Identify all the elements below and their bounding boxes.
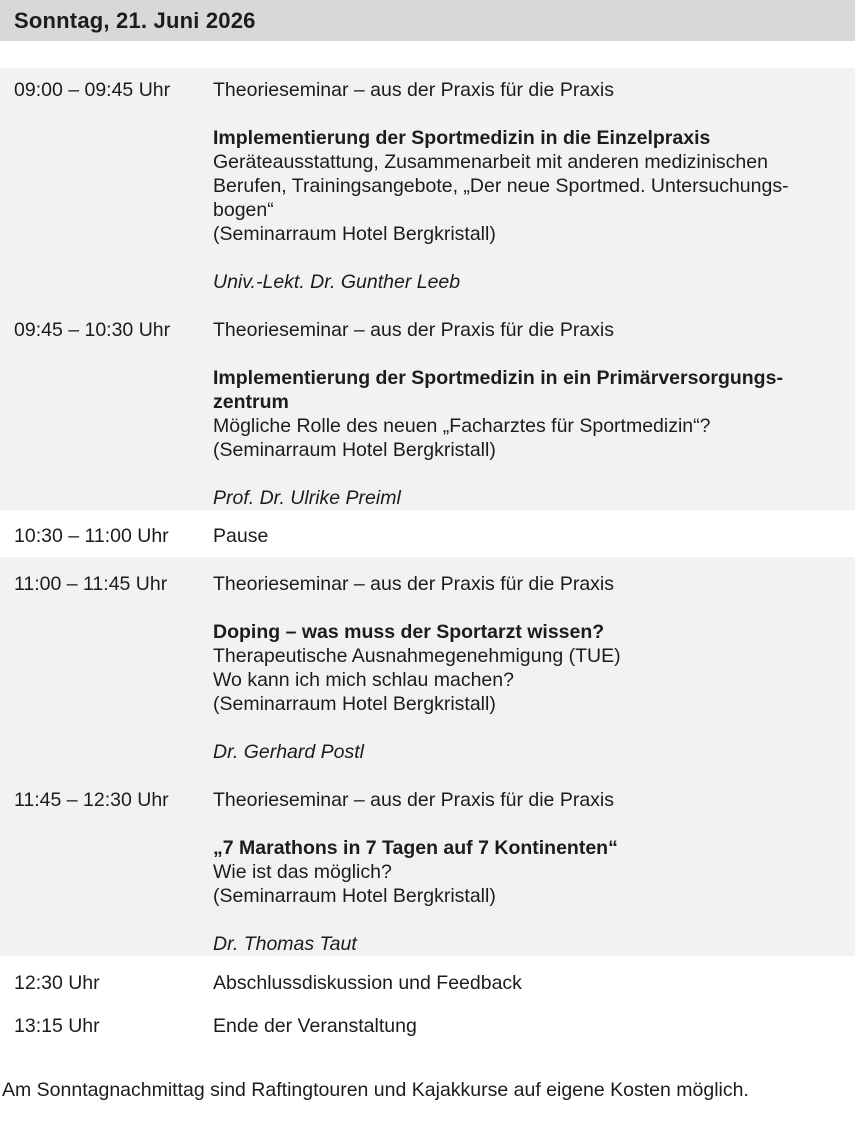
entry-content	[213, 524, 855, 548]
entry-content	[213, 788, 855, 956]
schedule-entry-1230	[0, 971, 855, 995]
schedule-entry-pause	[0, 524, 855, 548]
session-description: bogen“	[213, 199, 274, 221]
session-title: Implementierung der Sportmedizin in die Einzelpraxis	[213, 127, 711, 149]
session-description: Berufen, Trainingsangebote, „Der neue Sportmed. Untersuchungs-	[213, 175, 789, 197]
entry-content	[213, 1014, 855, 1038]
session-speaker: Dr. Thomas Taut	[213, 933, 357, 955]
session-category: Theorieseminar – aus der Praxis für die Praxis	[213, 789, 614, 811]
session-description: Wo kann ich mich schlau machen?	[213, 669, 514, 691]
entry-content	[213, 971, 855, 995]
session-description: Therapeutische Ausnahmegenehmigung (TUE)	[213, 645, 621, 667]
schedule-entry-1315	[0, 1014, 855, 1038]
session-category: Theorieseminar – aus der Praxis für die Praxis	[213, 573, 614, 595]
session-venue: (Seminarraum Hotel Bergkristall)	[213, 439, 496, 461]
schedule-entry-0945	[0, 318, 855, 510]
time-label: 11:45 – 12:30 Uhr	[14, 789, 169, 811]
entry-content	[213, 78, 855, 294]
session-venue: (Seminarraum Hotel Bergkristall)	[213, 223, 496, 245]
session-title: Doping – was muss der Sportarzt wissen?	[213, 621, 605, 643]
time-label: 10:30 – 11:00 Uhr	[14, 525, 169, 547]
session-category: Theorieseminar – aus der Praxis für die Praxis	[213, 79, 614, 101]
schedule-block-late-morning	[0, 557, 855, 956]
session-venue: (Seminarraum Hotel Bergkristall)	[213, 693, 496, 715]
session-description: Mögliche Rolle des neuen „Facharztes für Sportmedizin“?	[213, 415, 711, 437]
time-label: 11:00 – 11:45 Uhr	[14, 573, 168, 595]
session-venue: (Seminarraum Hotel Bergkristall)	[213, 885, 496, 907]
day-header-bar	[0, 0, 855, 41]
day-title: Sonntag, 21. Juni 2026	[14, 7, 256, 33]
session-category: Pause	[213, 525, 269, 547]
session-title: Implementierung der Sportmedizin in ein Primärversorgungs-	[213, 367, 783, 389]
session-speaker: Prof. Dr. Ulrike Preiml	[213, 487, 401, 509]
session-speaker: Univ.-Lekt. Dr. Gunther Leeb	[213, 271, 461, 293]
session-detail	[213, 366, 835, 462]
session-title: zentrum	[213, 391, 289, 413]
time-label: 09:45 – 10:30 Uhr	[14, 319, 171, 341]
session-speaker: Dr. Gerhard Postl	[213, 741, 364, 763]
session-detail	[213, 836, 835, 908]
schedule-entry-0900	[0, 78, 855, 294]
schedule-entry-1100	[0, 572, 855, 764]
schedule-block-closing	[0, 956, 855, 1038]
entry-content	[213, 572, 855, 764]
session-detail	[213, 620, 835, 716]
entry-content	[213, 318, 855, 510]
afternoon-note: Am Sonntagnachmittag sind Raftingtouren und Kajakkurse auf eigene Kosten möglich.	[2, 1079, 749, 1101]
time-label: 12:30 Uhr	[14, 972, 100, 994]
session-description: Geräteausstattung, Zusammenarbeit mit anderen medizinischen	[213, 151, 768, 173]
session-category: Abschlussdiskussion und Feedback	[213, 972, 522, 994]
schedule-block-pause	[0, 510, 855, 557]
session-detail	[213, 126, 835, 246]
session-description: Wie ist das möglich?	[213, 861, 392, 883]
schedule-entry-1145	[0, 788, 855, 956]
session-title: „7 Marathons in 7 Tagen auf 7 Kontinenten“	[213, 837, 618, 859]
time-label: 09:00 – 09:45 Uhr	[14, 79, 171, 101]
time-label: 13:15 Uhr	[14, 1015, 100, 1037]
schedule-block-morning	[0, 68, 855, 510]
session-category: Theorieseminar – aus der Praxis für die Praxis	[213, 319, 614, 341]
session-category: Ende der Veranstaltung	[213, 1015, 417, 1037]
